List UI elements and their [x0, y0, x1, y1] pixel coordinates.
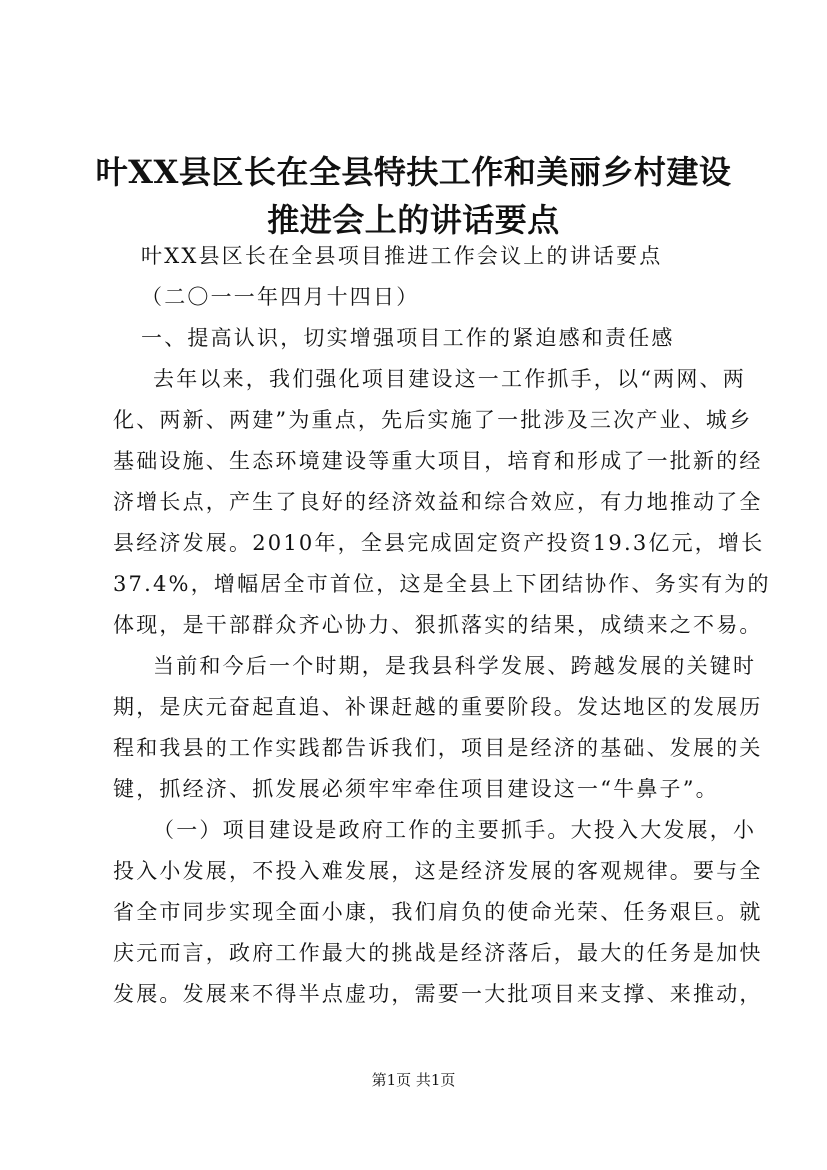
document-title [60, 148, 767, 244]
paragraph-line: 程和我县的工作实践都告诉我们，项目是经济的基础、发展的关 [113, 736, 763, 760]
paragraph-line: 县经济发展。2010年，全县完成固定资产投资19.3亿元，增长 [113, 531, 765, 555]
paragraph-line: 基础设施、生态环境建设等重大项目，培育和形成了一批新的经 [113, 449, 763, 473]
title-line-2: 推进会上的讲话要点 [267, 201, 560, 239]
title-line-1: 叶XX县区长在全县特扶工作和美丽乡村建设 [95, 153, 732, 191]
document-subtitle: 叶XX县区长在全县项目推进工作会议上的讲话要点 [141, 244, 663, 268]
paragraph-line: 当前和今后一个时期，是我县科学发展、跨越发展的关键时 [153, 654, 757, 678]
paragraph-line: 37.4%，增幅居全市首位，这是全县上下团结协作、务实有为的 [113, 572, 771, 596]
paragraph-1 [113, 359, 771, 646]
paragraph-line: 键，抓经济、抓发展必须牢牢牵住项目建设这一“牛鼻子”。 [113, 777, 719, 801]
document-date: （二〇一一年四月十四日） [141, 285, 420, 309]
paragraph-line: 期，是庆元奋起直追、补课赶越的重要阶段。发达地区的发展历 [113, 695, 763, 719]
paragraph-2 [113, 646, 763, 810]
paragraph-line: 庆元而言，政府工作最大的挑战是经济落后，最大的任务是加快 [113, 941, 763, 965]
paragraph-line: （一）项目建设是政府工作的主要抓手。大投入大发展，小 [153, 818, 757, 842]
paragraph-line: 投入小发展，不投入难发展，这是经济发展的客观规律。要与全 [113, 859, 763, 883]
section-heading: 一、提高认识，切实增强项目工作的紧迫感和责任感 [141, 326, 675, 350]
document-body [113, 236, 771, 1015]
paragraph-line: 化、两新、两建”为重点，先后实施了一批涉及三次产业、城乡 [113, 408, 753, 432]
paragraph-line: 济增长点，产生了良好的经济效益和综合效应，有力地推动了全 [113, 490, 763, 514]
paragraph-line: 省全市同步实现全面小康，我们肩负的使命光荣、任务艰巨。就 [113, 900, 763, 924]
paragraph-3 [113, 810, 763, 1015]
page-footer: 第1页 共1页 [371, 1071, 456, 1089]
paragraph-line: 去年以来，我们强化项目建设这一工作抓手，以“两网、两 [153, 367, 746, 391]
paragraph-line: 体现，是干部群众齐心协力、狠抓落实的结果，成绩来之不易。 [113, 613, 763, 637]
paragraph-line: 发展。发展来不得半点虚功，需要一大批项目来支撑、来推动， [113, 982, 763, 1006]
